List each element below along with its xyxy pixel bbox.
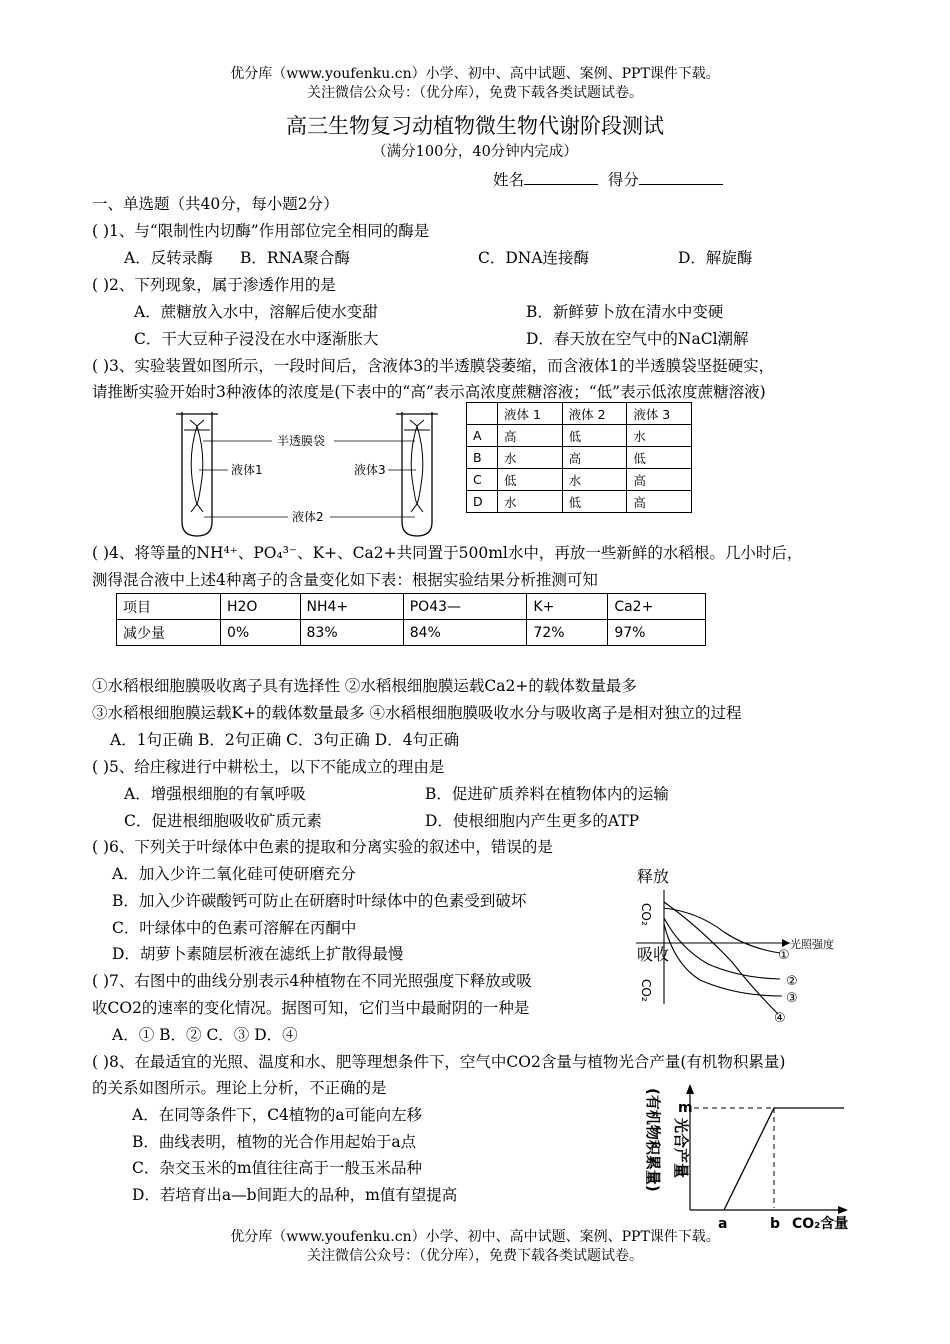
- q6-option-c: C．叶绿体中的色素可溶解在丙酮中: [112, 919, 357, 937]
- q2-stem: ( )2、下列现象，属于渗透作用的是: [92, 276, 336, 294]
- q3-table-cell: C: [467, 469, 498, 491]
- footer-watermark-line1: 优分库（www.youfenku.cn）小学、初中、高中试题、案例、PPT课件下载。: [230, 1229, 720, 1245]
- q3-table-cell: 水: [562, 469, 627, 491]
- q4-table-cell: 84%: [403, 620, 527, 646]
- q3-table-cell: 高: [498, 425, 563, 447]
- q4-table-header-row: [117, 594, 706, 620]
- q5-option-c: C．促进根细胞吸收矿质元素: [124, 812, 322, 830]
- page-title: 高三生物复习动植物微生物代谢阶段测试: [286, 114, 664, 138]
- light-intensity-graph: [628, 862, 858, 1028]
- q3-table-row: [467, 469, 692, 491]
- q4-table-cell: NH4+: [300, 594, 403, 620]
- diagram-label-bag: 半透膜袋: [277, 434, 326, 448]
- q3-stem: ( )3、实验装置如图所示，一段时间后，含液体3的半透膜袋萎缩，而含液体1的半透膜袋坚挺硬实，: [92, 357, 775, 375]
- q1-option-a: A．反转录酶: [124, 249, 213, 267]
- q8-stem-cont: 的关系如图所示。理论上分析，不正确的是: [92, 1079, 387, 1097]
- q8-option-d: D．若培育出a—b间距大的品种，m值有望提高: [132, 1186, 458, 1204]
- diagram-label-liquid1: 液体1: [231, 463, 263, 477]
- q4-table-cell: 97%: [608, 620, 706, 646]
- curve-3: [664, 924, 782, 996]
- q3-table-cell: 液体 3: [627, 403, 692, 425]
- q3-table-cell: 低: [498, 469, 563, 491]
- co2-yield-graph: [632, 1082, 872, 1230]
- q8-option-a: A．在同等条件下，C4植物的a可能向左移: [132, 1106, 423, 1124]
- q5-option-b: B．促进矿质养料在植物体内的运输: [425, 785, 669, 803]
- curve-2: [664, 918, 780, 979]
- curve-label-1: ①: [778, 948, 790, 963]
- q7-options: A．① B．② C．③ D．④: [112, 1026, 298, 1044]
- q5-option-a: A．增强根细胞的有氧呼吸: [124, 785, 306, 803]
- q3-table-row: [467, 447, 692, 469]
- q3-table-cell: 低: [627, 447, 692, 469]
- q6-option-d: D．胡萝卜素随层析液在滤纸上扩散得最慢: [112, 945, 404, 963]
- q3-concentration-table: [466, 402, 692, 513]
- q3-table-cell: 液体 2: [562, 403, 627, 425]
- q2-option-d: D．春天放在空气中的NaCl潮解: [526, 330, 749, 348]
- q3-table-cell: 高: [562, 447, 627, 469]
- q4-table-cell: K+: [527, 594, 608, 620]
- q3-table-cell: 水: [498, 491, 563, 513]
- graph-label-a: a: [718, 1216, 728, 1230]
- q4-options: A．1句正确 B．2句正确 C．3句正确 D．4句正确: [110, 731, 460, 749]
- graph-label-b: b: [770, 1216, 781, 1230]
- q3-table-cell: 高: [627, 469, 692, 491]
- page-subtitle: （满分100分，40分钟内完成）: [372, 144, 578, 160]
- q4-statements-1: ①水稻根细胞膜吸收离子具有选择性 ②水稻根细胞膜运载Ca2+的载体数量最多: [92, 677, 637, 695]
- header-watermark-line2: 关注微信公众号：（优分库），免费下载各类试题试卷。: [307, 85, 643, 101]
- graph-label-xaxis: 光照强度: [790, 938, 834, 951]
- graph-label-co2-top: CO₂: [639, 903, 653, 926]
- q2-option-b: B．新鲜萝卜放在清水中变硬: [526, 303, 724, 321]
- header-watermark-line1: 优分库（www.youfenku.cn）小学、初中、高中试题、案例、PPT课件下载。: [230, 66, 720, 82]
- score-label: 得分: [607, 171, 639, 189]
- q3-table-cell: 水: [627, 425, 692, 447]
- q6-option-b: B．加入少许碳酸钙可防止在研磨时叶绿体中的色素受到破坏: [112, 892, 527, 910]
- q1-option-d: D．解旋酶: [678, 249, 753, 267]
- q5-option-d: D．使根细胞内产生更多的ATP: [425, 812, 640, 830]
- graph-label-y-outer: (有机物积累量): [644, 1088, 662, 1192]
- curve-label-3: ③: [786, 991, 798, 1006]
- graph-label-co2-bottom: CO₂: [639, 979, 653, 1002]
- q4-stem: ( )4、将等量的NH⁴⁺、PO₄³⁻、K+、Ca2+共同置于500ml水中，再放一些新鲜的水稻根。几小时后，: [92, 544, 803, 562]
- diagram-label-liquid2: 液体2: [292, 510, 324, 524]
- q1-stem: ( )1、与“限制性内切酶”作用部位完全相同的酶是: [92, 222, 430, 240]
- q1-option-b: B．RNA聚合酶: [240, 249, 350, 267]
- q7-stem-cont: 收CO2的速率的变化情况。据图可知，它们当中最耐阴的一种是: [92, 999, 530, 1017]
- q4-table-cell: H2O: [220, 594, 300, 620]
- q3-table-header-row: [467, 403, 692, 425]
- diagram-label-liquid3: 液体3: [354, 463, 386, 477]
- q6-stem: ( )6、下列关于叶绿体中色素的提取和分离实验的叙述中，错误的是: [92, 838, 553, 856]
- curve-label-4: ④: [774, 1011, 786, 1026]
- q4-table-cell: Ca2+: [608, 594, 706, 620]
- section-heading: 一、单选题（共40分，每小题2分）: [92, 195, 339, 213]
- curve-4: [664, 902, 778, 1014]
- q4-table-cell: PO43—: [403, 594, 527, 620]
- q3-stem-cont: 请推断实验开始时3种液体的浓度是(下表中的“高”表示高浓度蔗糖溶液；“低”表示低浓度蔗糖溶液): [92, 383, 766, 401]
- q1-option-c: C．DNA连接酶: [478, 249, 590, 267]
- q3-table-cell: D: [467, 491, 498, 513]
- name-label: 姓名: [493, 171, 525, 189]
- graph-label-absorb: 吸收: [637, 945, 670, 964]
- q7-stem: ( )7、右图中的曲线分别表示4种植物在不同光照强度下释放或吸: [92, 972, 532, 990]
- q4-statements-2: ③水稻根细胞膜运载K+的载体数量最多 ④水稻根细胞膜吸收水分与吸收离子是相对独立的过程: [92, 704, 742, 722]
- q3-table-cell: 液体 1: [498, 403, 563, 425]
- q3-table-cell: 低: [562, 425, 627, 447]
- q3-table-row: [467, 491, 692, 513]
- graph-label-m: m: [678, 1100, 693, 1116]
- q2-option-c: C．干大豆种子浸没在水中逐渐胀大: [134, 330, 379, 348]
- name-blank[interactable]: [524, 168, 598, 185]
- q8-option-c: C．杂交玉米的m值往往高于一般玉米品种: [132, 1159, 423, 1177]
- q3-table-cell: [467, 403, 498, 425]
- graph-label-xaxis: CO₂含量: [792, 1216, 849, 1230]
- q3-table-row: [467, 425, 692, 447]
- graph-label-y-inner: 光合产量: [672, 1118, 690, 1179]
- q6-option-a: A．加入少许二氧化硅可使研磨充分: [112, 865, 356, 883]
- name-score-line: [493, 168, 723, 190]
- q3-table-cell: B: [467, 447, 498, 469]
- q4-table-cell: 项目: [117, 594, 221, 620]
- q2-option-a: A．蔗糖放入水中，溶解后使水变甜: [134, 303, 378, 321]
- q4-table-cell: 72%: [527, 620, 608, 646]
- q4-table-cell: 0%: [220, 620, 300, 646]
- q3-table-cell: 水: [498, 447, 563, 469]
- graph-label-release: 释放: [637, 867, 670, 886]
- q8-stem: ( )8、在最适宜的光照、温度和水、肥等理想条件下，空气中CO2含量与植物光合产量(有机物积累量): [92, 1053, 786, 1071]
- q4-table-cell: 减少量: [117, 620, 221, 646]
- q4-table-row: [117, 620, 706, 646]
- q3-table-cell: 低: [562, 491, 627, 513]
- q3-table-cell: 高: [627, 491, 692, 513]
- score-blank[interactable]: [639, 168, 723, 185]
- q3-table-cell: A: [467, 425, 498, 447]
- footer-watermark-line2: 关注微信公众号：（优分库），免费下载各类试题试卷。: [307, 1248, 643, 1264]
- curve-label-2: ②: [786, 974, 798, 989]
- q4-table-cell: 83%: [300, 620, 403, 646]
- q5-stem: ( )5、给庄稼进行中耕松土，以下不能成立的理由是: [92, 758, 445, 776]
- q4-stem-cont: 测得混合液中上述4种离子的含量变化如下表：根据实验结果分析推测可知: [92, 571, 598, 589]
- q4-ion-table: [116, 593, 706, 646]
- osmosis-diagram: [170, 404, 450, 540]
- yield-line: [724, 1108, 844, 1210]
- q8-option-b: B．曲线表明，植物的光合作用起始于a点: [132, 1133, 417, 1151]
